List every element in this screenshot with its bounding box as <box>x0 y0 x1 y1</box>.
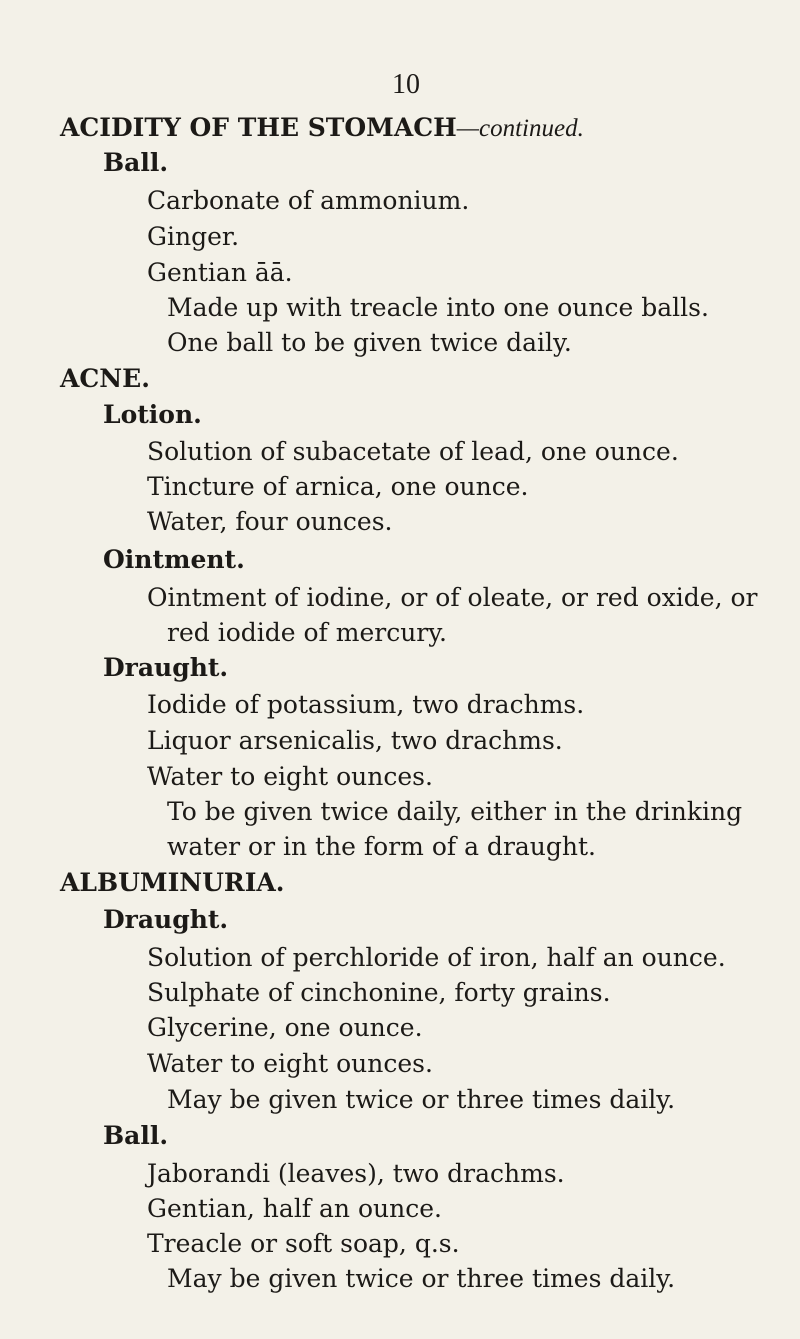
subheading-ball: Ball. <box>103 148 169 177</box>
ingredient-line: Water to eight ounces. <box>147 1049 433 1078</box>
ingredient-line-continued: red iodide of mercury. <box>167 618 447 647</box>
instruction-line: May be given twice or three times daily. <box>167 1085 676 1114</box>
ingredient-line: Gentian āā. <box>147 258 293 287</box>
ingredient-line: Tincture of arnica, one ounce. <box>147 472 529 501</box>
ingredient-line: Treacle or soft soap, q.s. <box>147 1229 460 1258</box>
instruction-line: May be given twice or three times daily. <box>167 1264 676 1293</box>
ingredient-line: Jaborandi (leaves), two drachms. <box>147 1159 565 1188</box>
section-heading-acne: ACNE. <box>60 364 150 393</box>
heading-continued: —continued. <box>456 115 584 142</box>
ingredient-line: Gentian, half an ounce. <box>147 1194 442 1223</box>
instruction-line: Made up with treacle into one ounce balls. <box>167 293 709 322</box>
section-heading-acidity <box>60 113 584 144</box>
subheading-draught: Draught. <box>103 905 229 934</box>
ingredient-line: Sulphate of cinchonine, forty grains. <box>147 978 611 1007</box>
ingredient-line: Water, four ounces. <box>147 507 393 536</box>
heading-title: ACIDITY OF THE STOMACH <box>60 113 457 142</box>
ingredient-line: Solution of subacetate of lead, one ounce. <box>147 437 679 466</box>
ingredient-line: Liquor arsenicalis, two drachms. <box>147 726 563 755</box>
ingredient-line: Solution of perchloride of iron, half an ounce. <box>147 943 726 972</box>
page-number: 10 <box>392 69 420 100</box>
subheading-ointment: Ointment. <box>103 545 245 574</box>
ingredient-line: Carbonate of ammonium. <box>147 186 470 215</box>
subheading-draught: Draught. <box>103 653 229 682</box>
section-heading-albuminuria: ALBUMINURIA. <box>60 868 285 897</box>
ingredient-line: Iodide of potassium, two drachms. <box>147 690 585 719</box>
subheading-ball: Ball. <box>103 1121 169 1150</box>
ingredient-line: Ginger. <box>147 222 240 251</box>
subheading-lotion: Lotion. <box>103 400 202 429</box>
instruction-line: To be given twice daily, either in the drinking <box>167 797 743 826</box>
ingredient-line: Ointment of iodine, or of oleate, or red oxide, or <box>147 583 758 612</box>
instruction-line: One ball to be given twice daily. <box>167 328 572 357</box>
instruction-line-continued: water or in the form of a draught. <box>167 832 596 861</box>
ingredient-line: Water to eight ounces. <box>147 762 433 791</box>
ingredient-line: Glycerine, one ounce. <box>147 1013 423 1042</box>
